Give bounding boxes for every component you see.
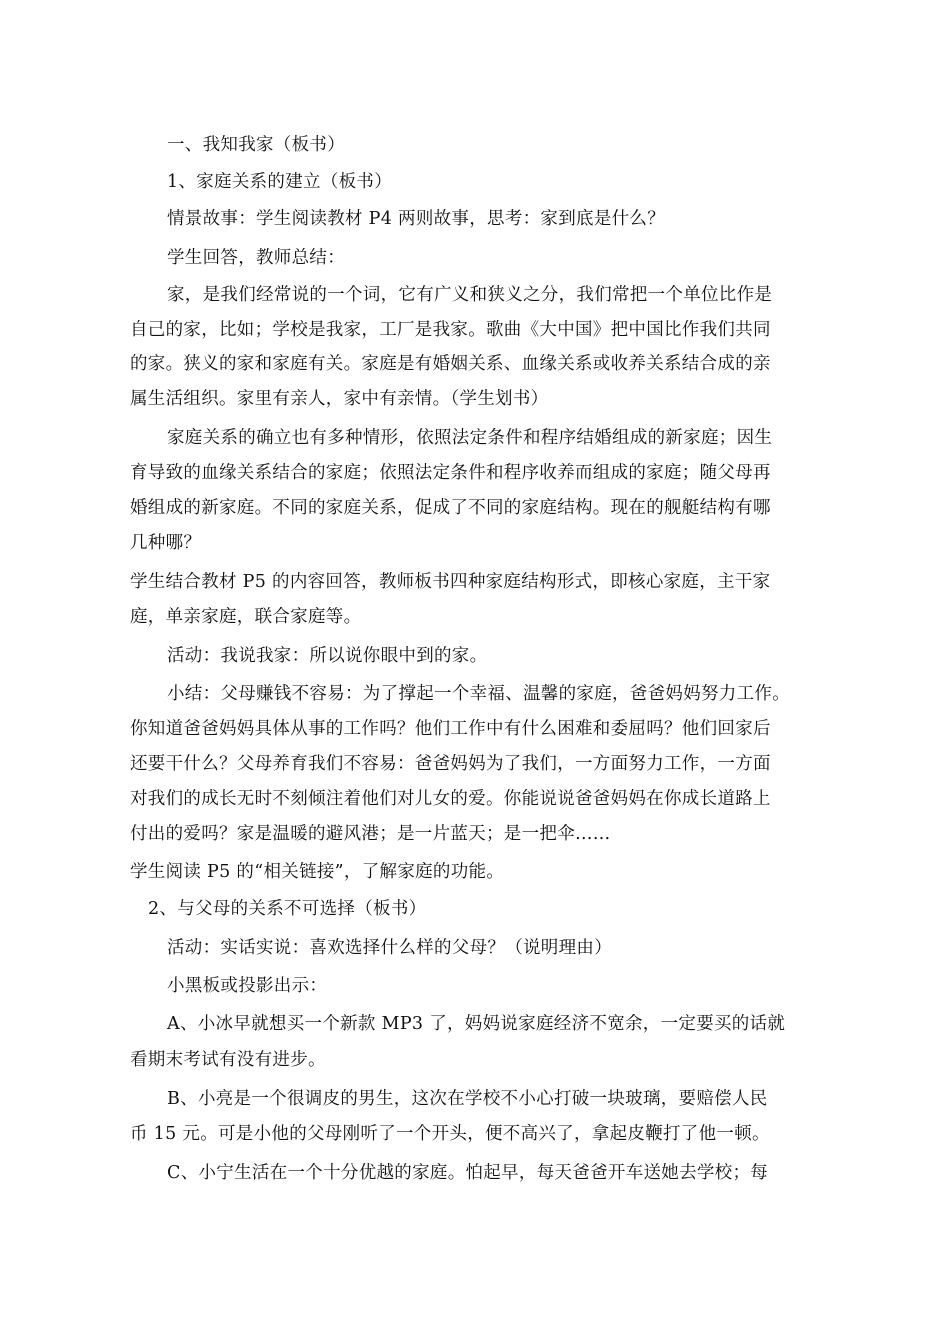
paragraph-line: 付出的爱吗？家是温暖的避风港；是一片蓝天；是一把伞…… bbox=[130, 824, 611, 844]
paragraph-line: 几种哪？ bbox=[130, 533, 202, 553]
paragraph-line: A、小冰早就想买一个新款 MP3 了，妈妈说家庭经济不宽余，一定要买的话就 bbox=[167, 1014, 786, 1034]
paragraph-line: 庭，单亲家庭，联合家庭等。 bbox=[130, 607, 362, 627]
paragraph-line: 自己的家，比如；学校是我家，工厂是我家。歌曲《大中国》把中国比作我们共同 bbox=[130, 320, 771, 340]
paragraph-line: 学生回答，教师总结： bbox=[167, 248, 345, 268]
paragraph-line: 家，是我们经常说的一个词，它有广义和狭义之分，我们常把一个单位比作是 bbox=[167, 285, 773, 305]
paragraph-line: 还要干什么？父母养育我们不容易：爸爸妈妈为了我们，一方面努力工作，一方面 bbox=[130, 754, 771, 774]
paragraph-line: B、小亮是一个很调皮的男生，这次在学校不小心打破一块玻璃，要赔偿人民 bbox=[167, 1089, 768, 1109]
section-heading: 一、我知我家（板书） bbox=[167, 135, 345, 155]
paragraph-line: 属生活组织。家里有亲人，家中有亲情。（学生划书） bbox=[130, 389, 549, 409]
paragraph-line: 家庭关系的确立也有多种情形，依照法定条件和程序结婚组成的新家庭；因生 bbox=[167, 428, 773, 448]
paragraph-line: 的家。狭义的家和家庭有关。家庭是有婚姻关系、血缘关系或收养关系结合成的亲 bbox=[130, 354, 771, 374]
paragraph-line: 学生阅读 P5 的“相关链接”，了解家庭的功能。 bbox=[130, 862, 505, 882]
paragraph-line: C、小宁生活在一个十分优越的家庭。怕起早，每天爸爸开车送她去学校；每 bbox=[167, 1163, 769, 1183]
paragraph-line: 小黑板或投影出示： bbox=[167, 976, 328, 996]
paragraph-line: 活动：我说我家：所以说你眼中到的家。 bbox=[167, 646, 488, 666]
paragraph-line: 你知道爸爸妈妈具体从事的工作吗？他们工作中有什么困难和委屈吗？他们回家后 bbox=[130, 719, 771, 739]
subsection-heading: 2、与父母的关系不可选择（板书） bbox=[148, 899, 427, 919]
subsection-heading: 1、家庭关系的建立（板书） bbox=[167, 172, 393, 192]
paragraph-line: 币 15 元。可是小他的父母刚听了一个开头，便不高兴了，拿起皮鞭打了他一顿。 bbox=[130, 1124, 770, 1144]
paragraph-line: 活动：实话实说：喜欢选择什么样的父母？（说明理由） bbox=[167, 938, 612, 958]
paragraph-line: 学生结合教材 P5 的内容回答，教师板书四种家庭结构形式，即核心家庭，主干家 bbox=[130, 572, 771, 592]
paragraph-line: 看期末考试有没有进步。 bbox=[130, 1050, 326, 1070]
paragraph-line: 对我们的成长无时不刻倾注着他们对儿女的爱。你能说说爸爸妈妈在你成长道路上 bbox=[130, 789, 771, 809]
paragraph-line: 情景故事：学生阅读教材 P4 两则故事，思考：家到底是什么？ bbox=[167, 209, 666, 229]
paragraph-line: 育导致的血缘关系结合的家庭；依照法定条件和程序收养而组成的家庭；随父母再 bbox=[130, 463, 771, 483]
paragraph-line: 小结：父母赚钱不容易：为了撑起一个幸福、温馨的家庭，爸爸妈妈努力工作。 bbox=[167, 684, 790, 704]
paragraph-line: 婚组成的新家庭。不同的家庭关系，促成了不同的家庭结构。现在的舰艇结构有哪 bbox=[130, 498, 771, 518]
